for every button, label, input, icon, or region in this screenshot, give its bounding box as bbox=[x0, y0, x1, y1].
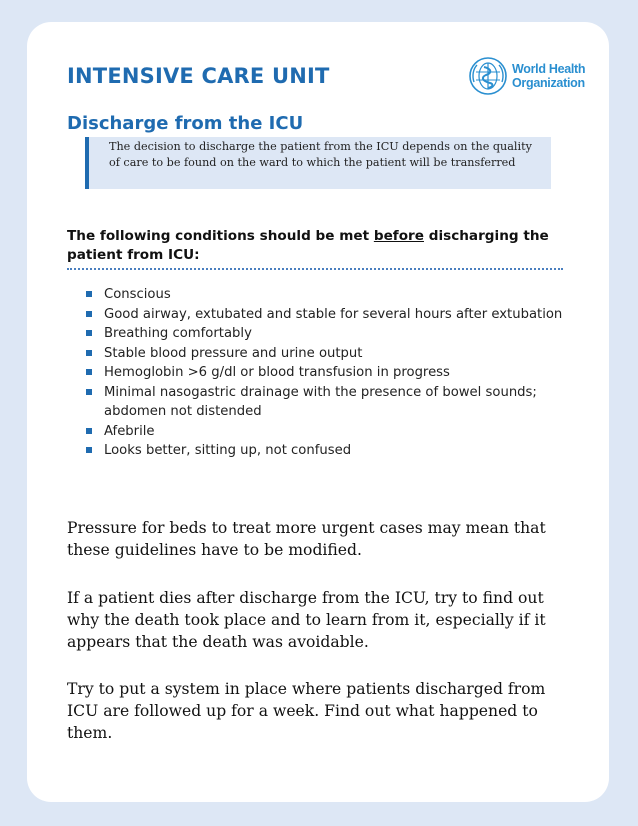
square-bullet-icon bbox=[86, 369, 92, 375]
who-logo-text bbox=[512, 62, 585, 90]
section-subtitle: Discharge from the ICU bbox=[67, 113, 304, 134]
square-bullet-icon bbox=[86, 447, 92, 453]
dotted-divider bbox=[67, 268, 563, 270]
page-title: INTENSIVE CARE UNIT bbox=[67, 64, 330, 88]
square-bullet-icon bbox=[86, 428, 92, 434]
list-item-text: Hemoglobin >6 g/dl or blood transfusion in progress bbox=[104, 365, 450, 380]
paragraph-patient-death: If a patient dies after discharge from the ICU, try to find out why the death took place and to learn from it, especially if it appears that the death was avoidable. bbox=[67, 589, 546, 651]
list-item bbox=[86, 363, 586, 383]
list-item bbox=[86, 324, 586, 344]
square-bullet-icon bbox=[86, 389, 92, 395]
document-page bbox=[27, 22, 609, 802]
list-item-text: Conscious bbox=[104, 287, 171, 302]
list-item-text: Minimal nasogastric drainage with the presence of bowel sounds; abdomen not distended bbox=[104, 384, 537, 419]
who-logo-text-line1: World Health bbox=[512, 62, 586, 76]
square-bullet-icon bbox=[86, 311, 92, 317]
square-bullet-icon bbox=[86, 291, 92, 297]
square-bullet-icon bbox=[86, 330, 92, 336]
conditions-heading-after: discharging the patient from ICU: bbox=[67, 228, 549, 263]
list-item-text: Stable blood pressure and urine output bbox=[104, 345, 363, 361]
list-item-text: Afebrile bbox=[104, 423, 155, 439]
conditions-list bbox=[86, 285, 586, 461]
intro-text: The decision to discharge the patient from the ICU depends on the quality of care to be found on the ward to which the patient will be transferred bbox=[109, 140, 532, 169]
who-emblem-icon bbox=[468, 56, 508, 96]
who-logo-text-line2: Organization bbox=[512, 76, 585, 90]
paragraph-follow-up: Try to put a system in place where patients discharged from ICU are followed up for a week. Find out what happened to them. bbox=[67, 680, 546, 742]
conditions-heading bbox=[67, 227, 567, 265]
list-item bbox=[86, 422, 586, 442]
paragraph-bed-pressure: Pressure for beds to treat more urgent cases may mean that these guidelines have to be modified. bbox=[67, 519, 546, 559]
list-item bbox=[86, 441, 586, 461]
who-logo bbox=[468, 56, 598, 96]
list-item bbox=[86, 305, 586, 325]
intro-callout bbox=[85, 137, 551, 189]
list-item-text: Breathing comfortably bbox=[104, 326, 252, 341]
conditions-heading-before: The following conditions should be met bbox=[67, 228, 374, 244]
list-item-text: Looks better, sitting up, not confused bbox=[104, 443, 352, 458]
list-item-text: Good airway, extubated and stable for several hours after extubation bbox=[104, 306, 563, 322]
list-item bbox=[86, 383, 586, 422]
list-item bbox=[86, 285, 586, 305]
list-item bbox=[86, 344, 586, 364]
conditions-heading-emphasis: before bbox=[373, 228, 424, 244]
square-bullet-icon bbox=[86, 350, 92, 356]
